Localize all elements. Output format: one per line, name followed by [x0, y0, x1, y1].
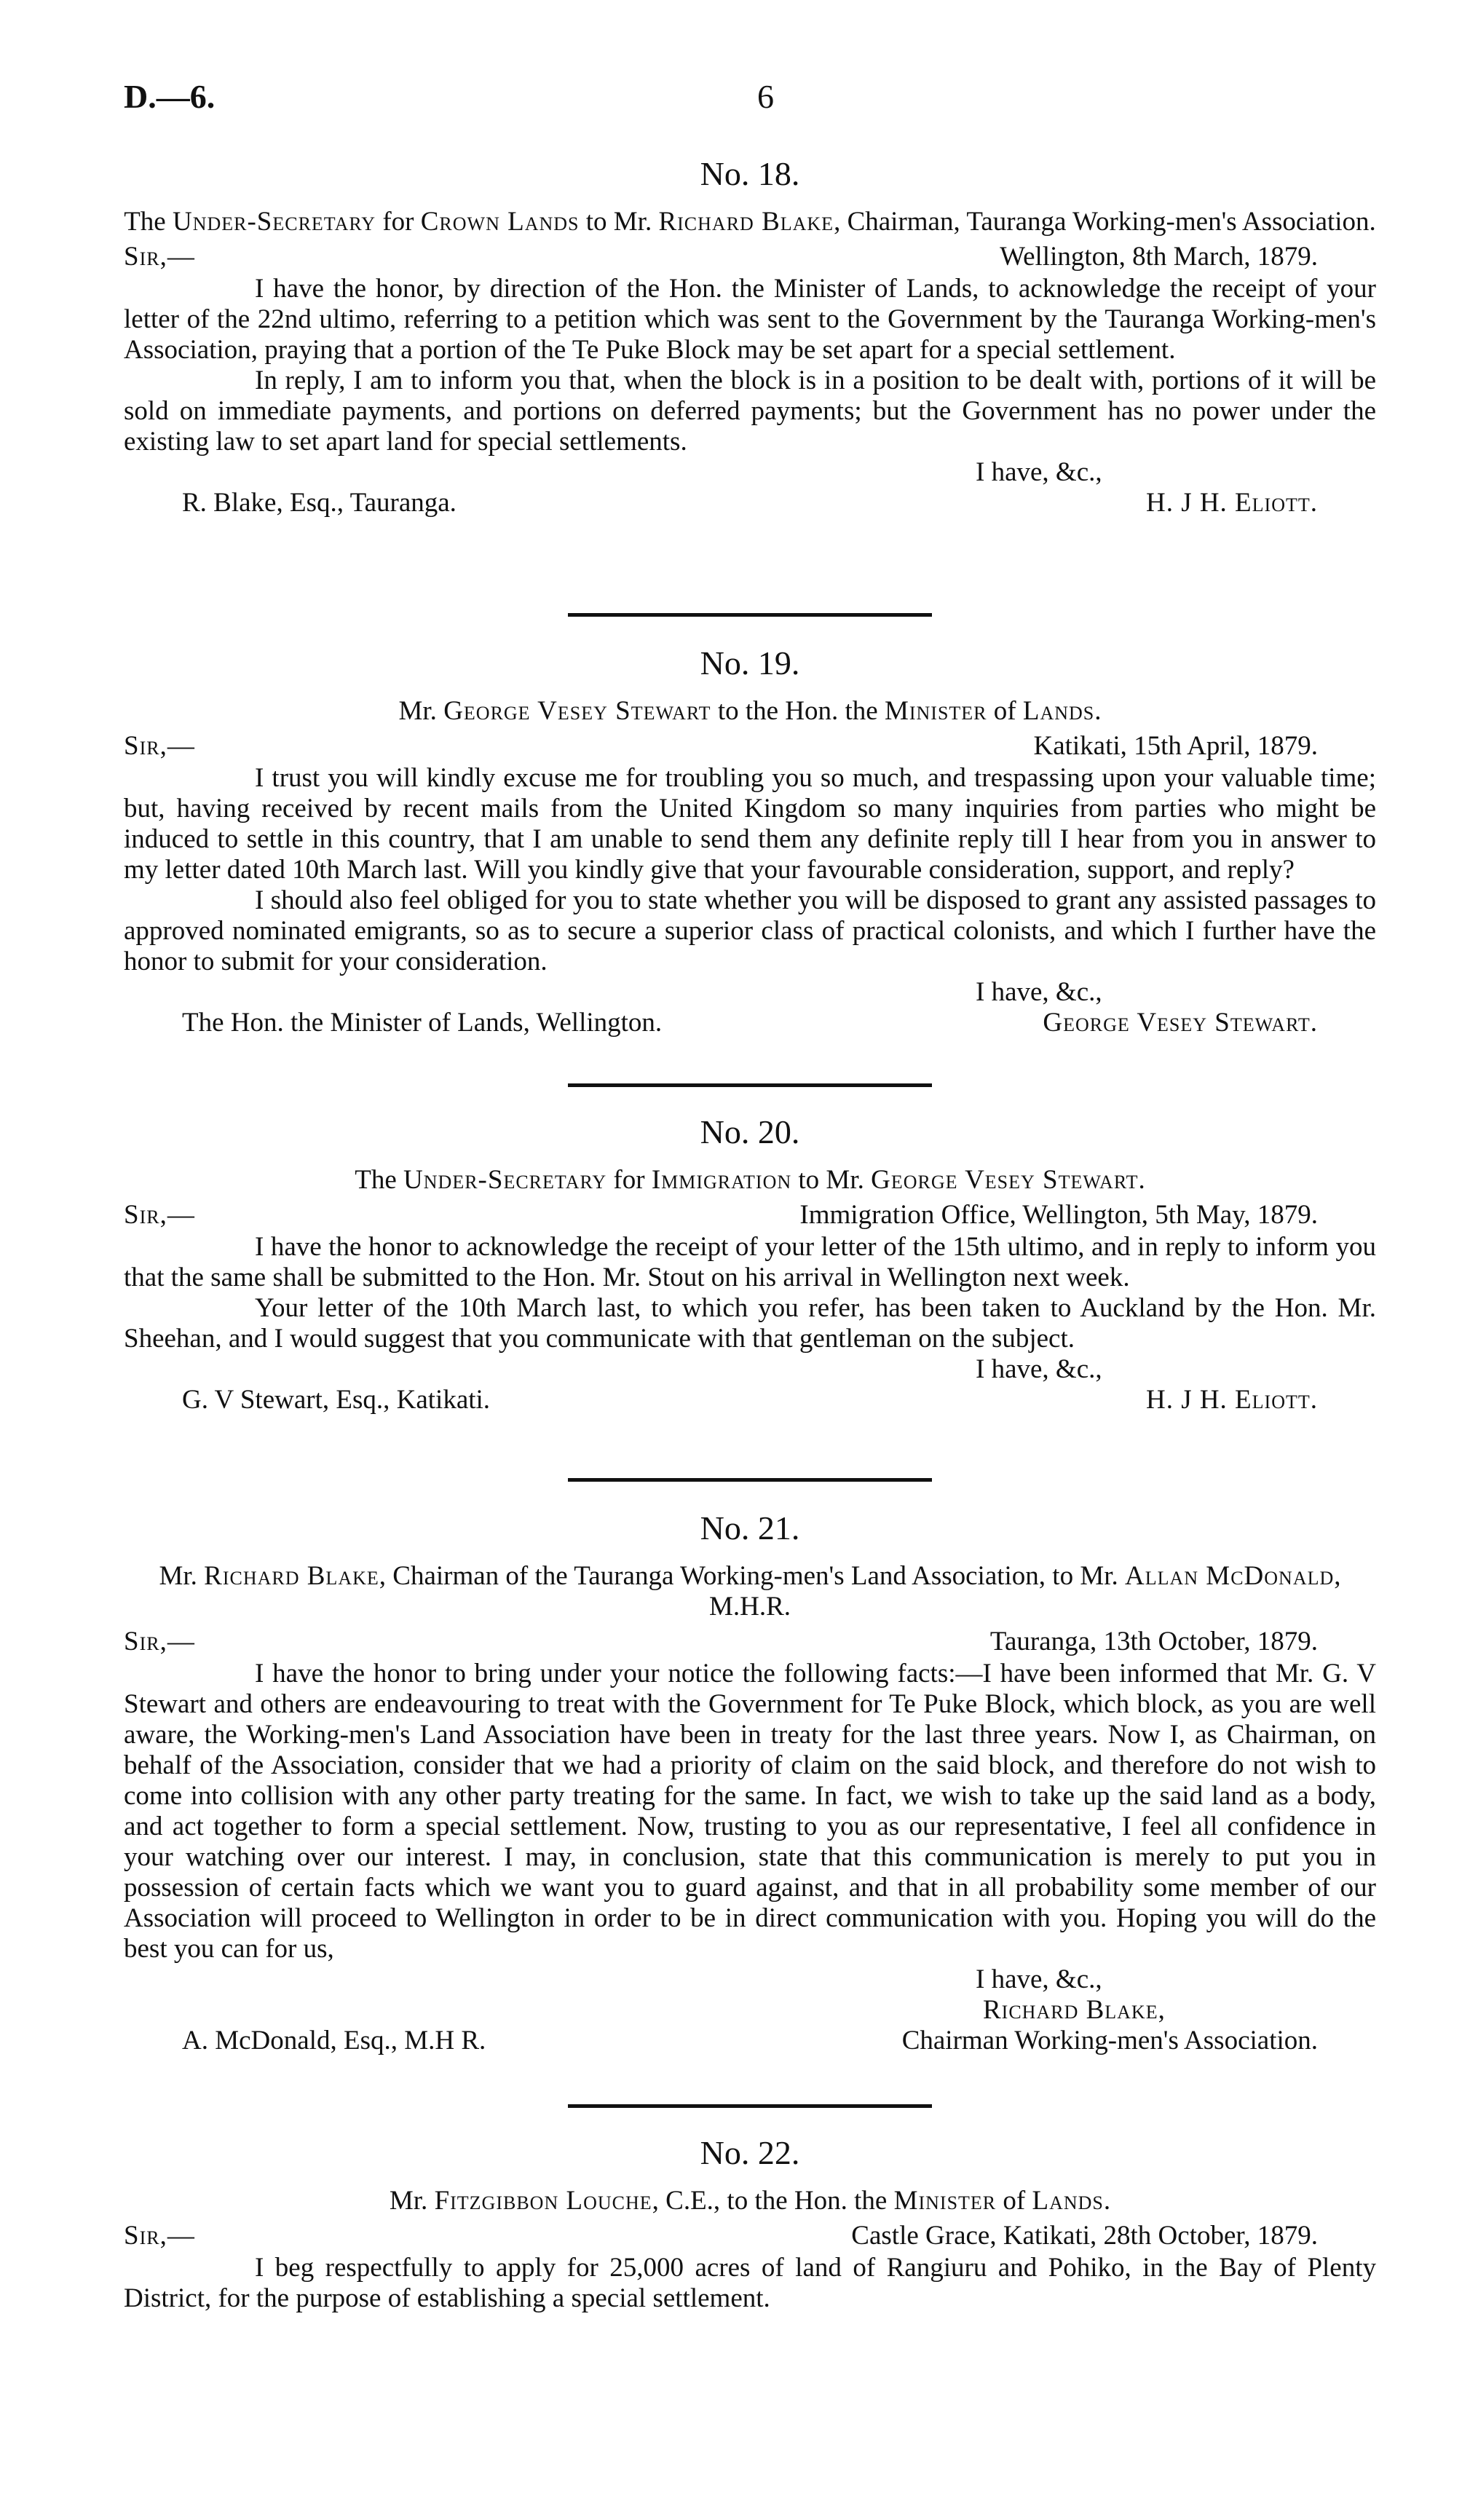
salutation: Sir,—	[124, 1627, 195, 1656]
letter-paragraph: I have the honor, by direction of the Hon. the Minister of Lands, to acknowledge the receipt of your letter of the 22nd ultimo, referring to a petition which was sent to the Government by the Tauranga Working-men's Association, praying that a portion of the Te Puke Block may be set apart for a special settlement.	[124, 274, 1376, 365]
closing: I have, &c.,	[976, 1964, 1102, 1994]
addressee: R. Blake, Esq., Tauranga.	[182, 488, 457, 518]
section-divider	[568, 1083, 932, 1087]
letter-heading: Mr. Fitzgibbon Louche, C.E., to the Hon. the Minister of Lands.	[389, 2186, 1111, 2216]
salutation: Sir,—	[124, 2221, 195, 2251]
page-header	[124, 78, 1376, 125]
letter-paragraph: I have the honor to bring under your notice the following facts:—I have been informed that Mr. G. V Stewart and others are endeavouring to treat with the Government for Te Puke Block, which block, as you are well aware, the Working-men's Land Association have been in treaty for the last three years. Now I, as Chairman, on behalf of the Association, consider that we had a priority of claim on the said block, and therefore do not wish to come into collision with any other party treating for the same. In fact, we wish to take up the said land as a body, and act together to form a special settlement. Now, trusting to you as our representative, I feel all confidence in your watching over our interest. I may, in conclusion, state that this communication is merely to put you in possession of certain facts which we want you to guard against, and that in all probability some member of our Association will proceed to Wellington in order to be in direct communication with you. Hoping you will do the best you can for us,	[124, 1659, 1376, 1964]
letter-heading: The Under-Secretary for Crown Lands to Mr. Richard Blake, Chairman, Tauranga Working-men's Association.	[124, 207, 1376, 237]
addressee: A. McDonald, Esq., M.H R.	[182, 2026, 486, 2055]
letter-number: No. 21.	[700, 1509, 800, 1547]
section-divider	[568, 2104, 932, 2108]
salutation: Sir,—	[124, 731, 195, 761]
letter-paragraph: I have the honor to acknowledge the receipt of your letter of the 15th ultimo, and in reply to inform you that the same shall be submitted to the Hon. Mr. Stout on his arrival in Wellington next week.	[124, 1232, 1376, 1292]
letter-number: No. 19.	[700, 644, 800, 682]
signature-row	[124, 2026, 1376, 2058]
dateline: Tauranga, 13th October, 1879.	[989, 1627, 1318, 1656]
closing: I have, &c.,	[976, 457, 1102, 487]
letter-18	[124, 154, 1376, 520]
signer: Chairman Working-men's Association.	[901, 2026, 1318, 2055]
letter-22	[124, 2133, 1376, 2314]
salutation-row	[124, 242, 1376, 274]
salutation-row	[124, 1627, 1376, 1659]
addressee: G. V Stewart, Esq., Katikati.	[182, 1385, 491, 1415]
document-reference: D.—6.	[124, 78, 216, 115]
letter-number: No. 20.	[700, 1113, 800, 1150]
signer: H. J H. Eliott.	[1145, 1385, 1318, 1415]
letter-paragraph: In reply, I am to inform you that, when the block is in a position to be dealt with, portions of it will be sold on immediate payments, and portions on deferred payments; but the Government has no power under the existing law to set apart land for special settlements.	[124, 366, 1376, 457]
section-divider	[568, 613, 932, 617]
letter-heading: Mr. Richard Blake, Chairman of the Tauranga Working-men's Land Association, to Mr. Allan McDonald, M.H.R.	[159, 1561, 1341, 1622]
salutation-row	[124, 1200, 1376, 1232]
salutation-row	[124, 2221, 1376, 2253]
section-divider	[568, 1478, 932, 1482]
closing: I have, &c.,	[976, 1354, 1102, 1384]
signature-row	[124, 488, 1376, 520]
salutation: Sir,—	[124, 242, 195, 272]
page-number: 6	[757, 78, 774, 115]
salutation-row	[124, 731, 1376, 763]
dateline: Castle Grace, Katikati, 28th October, 1879.	[851, 2221, 1318, 2251]
dateline: Immigration Office, Wellington, 5th May, 1879.	[799, 1200, 1318, 1230]
dateline: Katikati, 15th April, 1879.	[1033, 731, 1318, 761]
salutation: Sir,—	[124, 1200, 195, 1230]
closing: I have, &c.,	[976, 977, 1102, 1007]
letter-21	[124, 1509, 1376, 2058]
signer: H. J H. Eliott.	[1145, 488, 1318, 518]
letter-19	[124, 644, 1376, 1040]
signer: George Vesey Stewart.	[1043, 1008, 1318, 1038]
dateline: Wellington, 8th March, 1879.	[1000, 242, 1318, 272]
addressee: The Hon. the Minister of Lands, Wellington.	[182, 1008, 663, 1038]
letter-20	[124, 1113, 1376, 1417]
letter-number: No. 18.	[700, 155, 800, 192]
letter-paragraph: I should also feel obliged for you to state whether you will be disposed to grant any assisted passages to approved nominated emigrants, so as to secure a superior class of practical colonists, and which I further have the honor to submit for your consideration.	[124, 885, 1376, 976]
letter-paragraph: I beg respectfully to apply for 25,000 acres of land of Rangiuru and Pohiko, in the Bay of Plenty District, for the purpose of establishing a special settlement.	[124, 2253, 1376, 2313]
letter-heading: Mr. George Vesey Stewart to the Hon. the Minister of Lands.	[398, 696, 1102, 726]
letter-number: No. 22.	[700, 2134, 800, 2171]
letter-heading: The Under-Secretary for Immigration to Mr. George Vesey Stewart.	[355, 1165, 1145, 1195]
letter-paragraph: Your letter of the 10th March last, to which you refer, has been taken to Auckland by the Hon. Mr. Sheehan, and I would suggest that you communicate with that gentleman on the subject.	[124, 1293, 1376, 1354]
signature-row	[124, 1008, 1376, 1040]
signature-row	[124, 1385, 1376, 1417]
signer-name: Richard Blake,	[983, 1995, 1166, 2025]
letter-paragraph: I trust you will kindly excuse me for troubling you so much, and trespassing upon your valuable time; but, having received by recent mails from the United Kingdom so many inquiries from parties who might be induced to settle in this country, that I am unable to send them any definite reply till I hear from you in answer to my letter dated 10th March last. Will you kindly give that your favourable consideration, support, and reply?	[124, 763, 1376, 885]
